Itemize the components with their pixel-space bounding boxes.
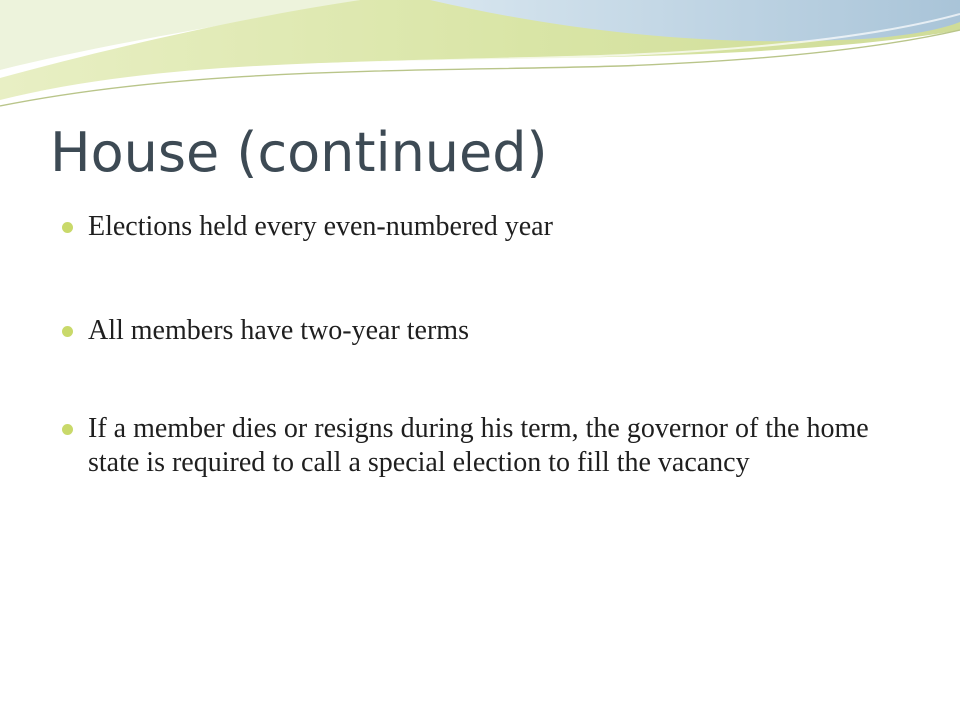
bullet-dot-icon: [62, 424, 73, 435]
bullet-item: [62, 412, 912, 480]
bullet-item: [62, 314, 912, 348]
bullet-item: [62, 210, 912, 244]
bullet-text: If a member dies or resigns during his term, the governor of the home state is required to call a special election to fill the vacancy: [88, 413, 869, 478]
bullet-text: Elections held every even-numbered year: [88, 211, 553, 242]
header-wave-decoration: [0, 0, 960, 130]
bullet-dot-icon: [62, 222, 73, 233]
bullet-text: All members have two-year terms: [88, 315, 469, 346]
slide-title: House (continued): [50, 121, 548, 184]
bullet-dot-icon: [62, 326, 73, 337]
